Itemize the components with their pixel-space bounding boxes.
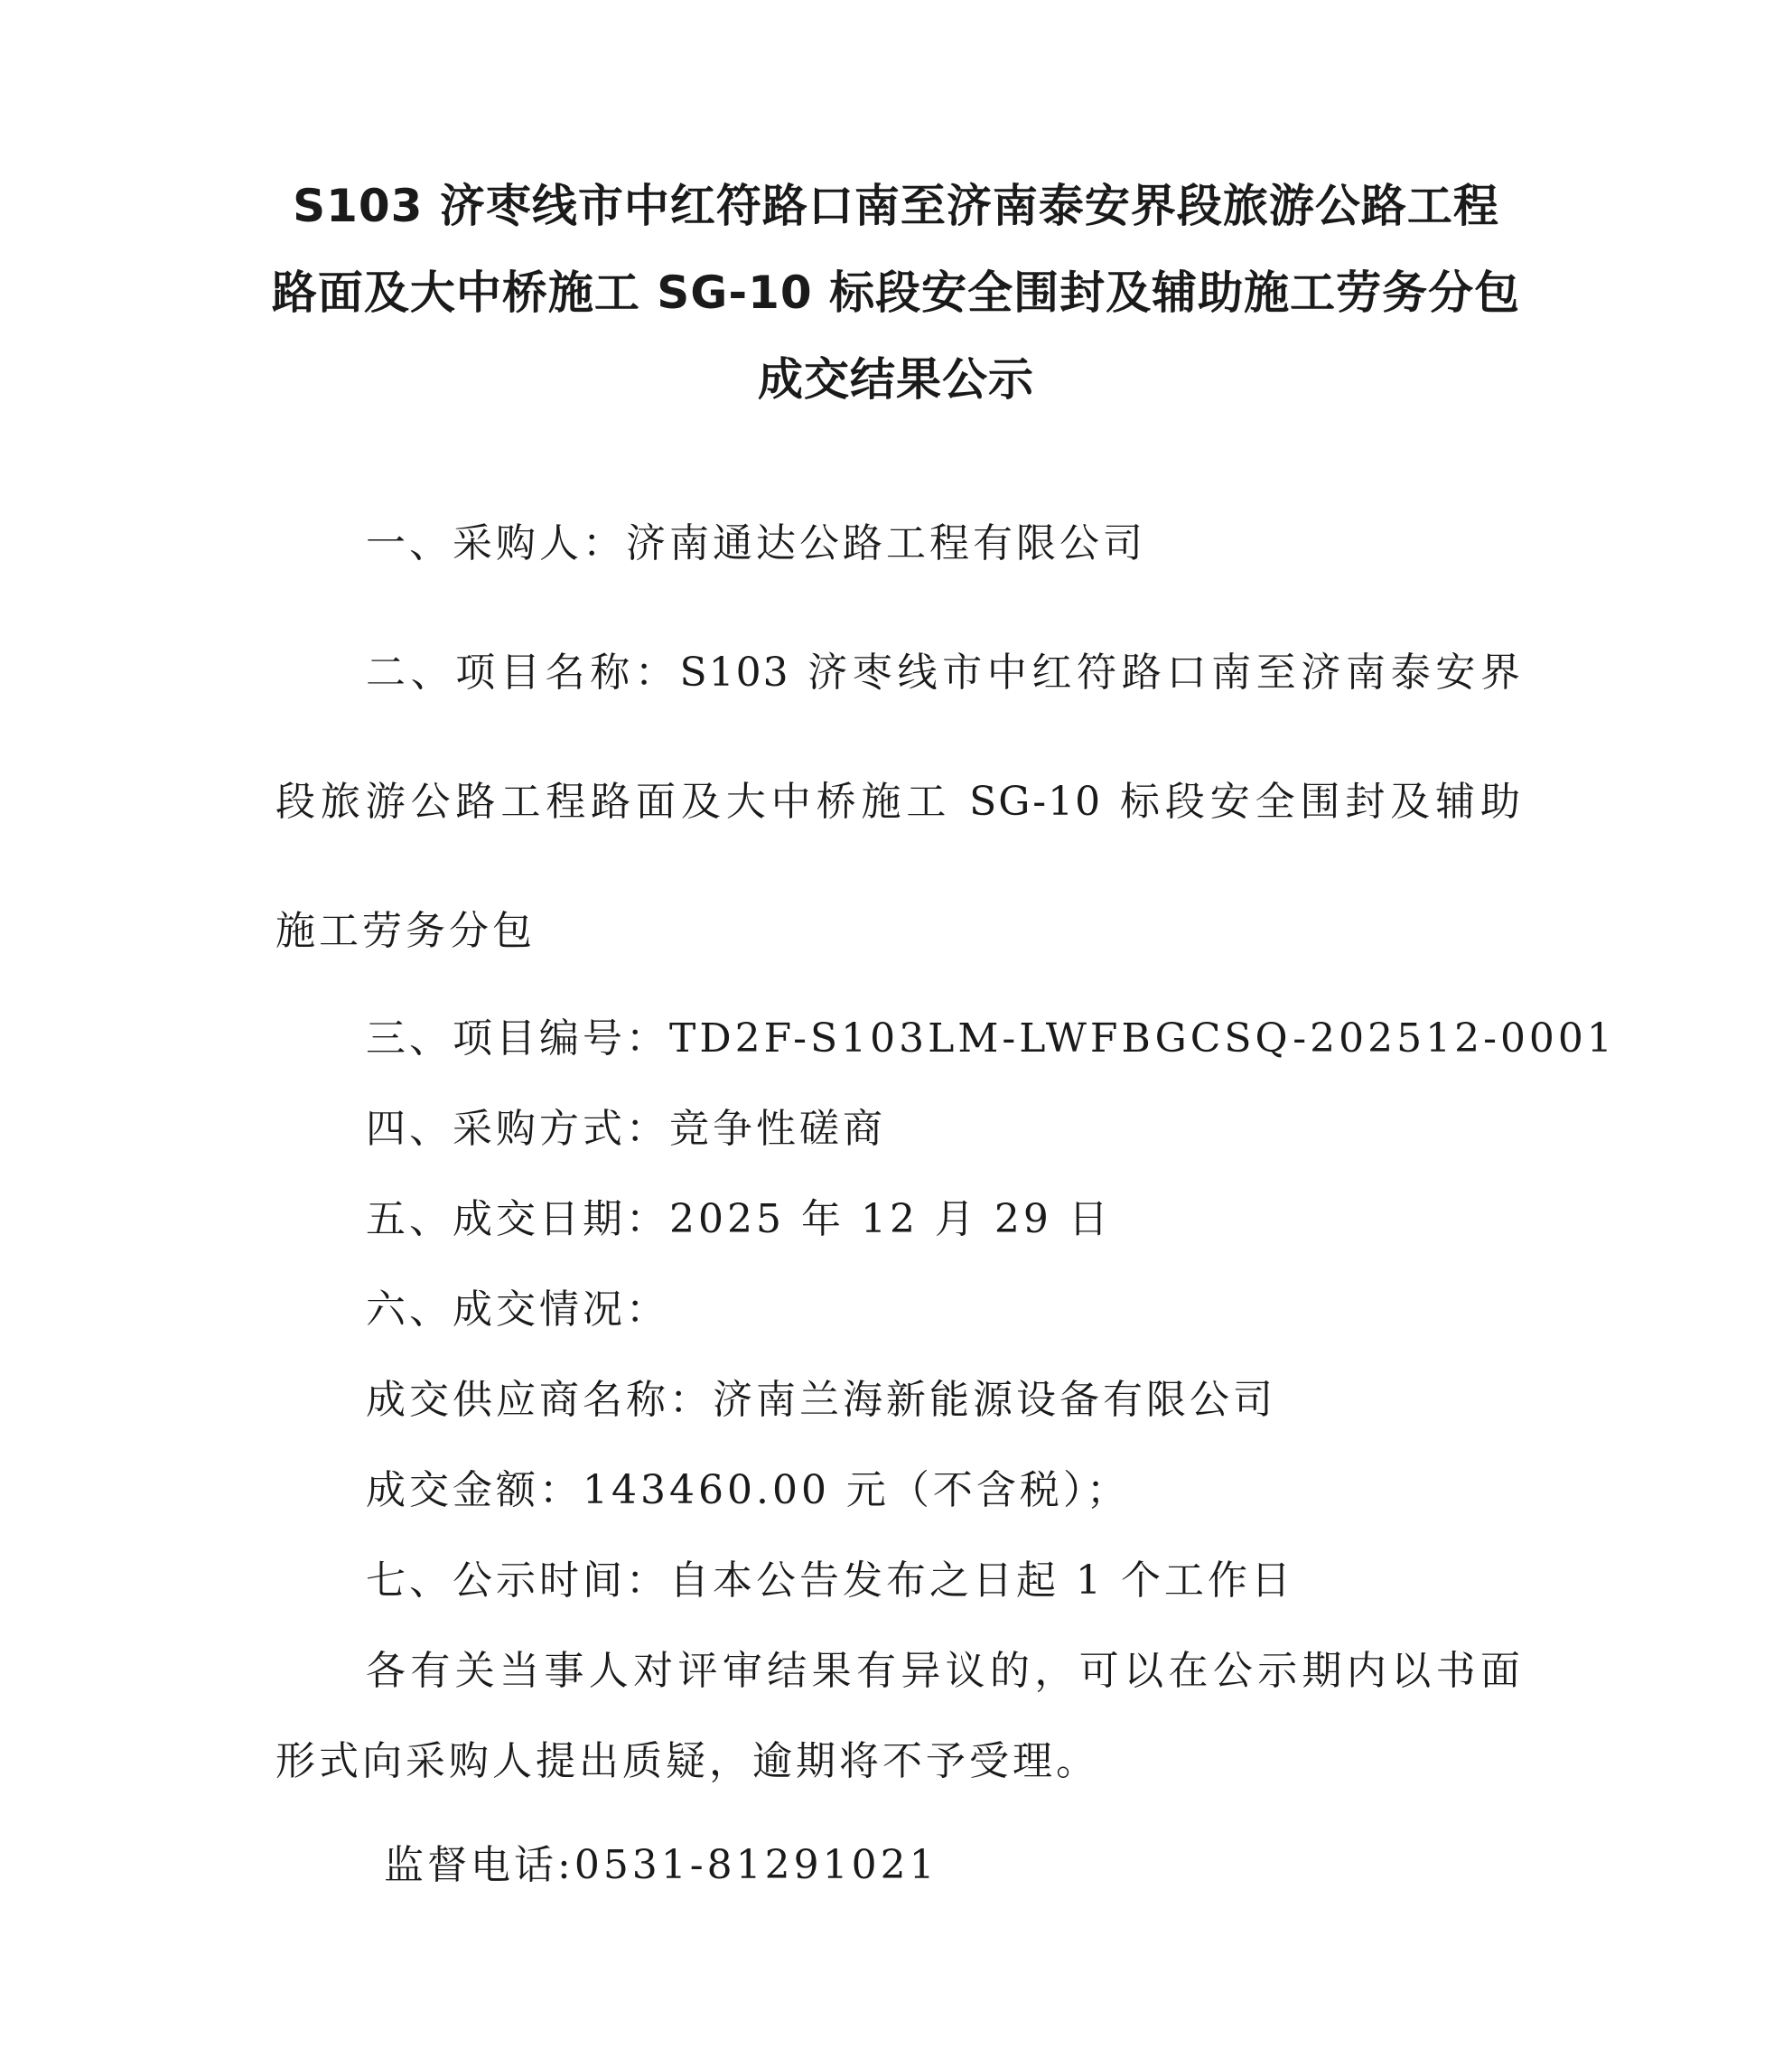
project-number-line: 三、项目编号：TD2F-S103LM-LWFBGCSQ-202512-0001 <box>366 1015 1616 1062</box>
purchaser-line: 一、采购人：济南通达公路工程有限公司 <box>366 520 1146 566</box>
deal-status-heading: 六、成交情况： <box>366 1286 669 1333</box>
objection-line-2: 形式向采购人提出质疑，逾期将不予受理。 <box>275 1738 1099 1784</box>
supervision-phone-line: 监督电话:0531-81291021 <box>384 1842 938 1888</box>
project-name-line-3: 施工劳务分包 <box>275 908 536 954</box>
supplier-line: 成交供应商名称：济南兰海新能源设备有限公司 <box>366 1377 1276 1423</box>
amount-line: 成交金额：143460.00 元（不含税）； <box>366 1467 1130 1513</box>
project-name-line-2: 段旅游公路工程路面及大中桥施工 SG-10 标段安全围封及辅助 <box>275 779 1522 825</box>
title-line-3: 成交结果公示 <box>758 353 1034 406</box>
title-line-2: 路面及大中桥施工 SG-10 标段安全围封及辅助施工劳务分包 <box>271 267 1521 319</box>
title-line-1: S103 济枣线市中红符路口南至济南泰安界段旅游公路工程 <box>293 180 1499 232</box>
project-name-line-1: 二、项目名称：S103 济枣线市中红符路口南至济南泰安界 <box>366 650 1522 696</box>
objection-line-1: 各有关当事人对评审结果有异议的，可以在公示期内以书面 <box>366 1648 1522 1694</box>
publicity-period-line: 七、公示时间：自本公告发布之日起 1 个工作日 <box>366 1558 1294 1604</box>
procurement-method-line: 四、采购方式：竞争性磋商 <box>366 1106 886 1152</box>
deal-date-line: 五、成交日期：2025 年 12 月 29 日 <box>366 1196 1112 1242</box>
